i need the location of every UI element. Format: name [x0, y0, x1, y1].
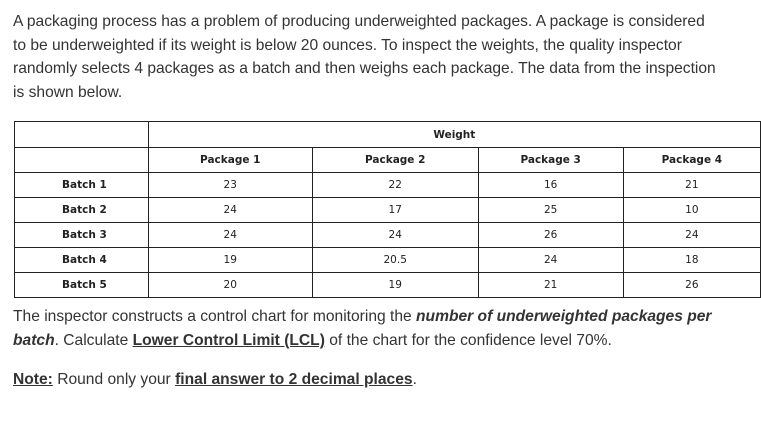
column-header: Package 1	[148, 148, 312, 173]
table-cell: 20	[148, 273, 312, 298]
table-cell: 21	[478, 273, 623, 298]
note-part-2: .	[412, 371, 417, 388]
table-cell: 25	[478, 198, 623, 223]
weight-table	[14, 121, 761, 298]
table-row	[15, 198, 761, 223]
question-emphasis: number of underweighted packages per	[416, 308, 712, 325]
column-header: Package 4	[623, 148, 760, 173]
row-label: Batch 1	[15, 173, 149, 198]
table-cell: 18	[623, 248, 760, 273]
row-label: Batch 2	[15, 198, 149, 223]
table-cell: 16	[478, 173, 623, 198]
lcl-term: Lower Control Limit (LCL)	[132, 332, 325, 349]
table-cell: 24	[148, 198, 312, 223]
table-cell: 26	[478, 223, 623, 248]
table-row	[15, 273, 761, 298]
table-row	[15, 248, 761, 273]
rounding-note	[13, 368, 417, 392]
corner-cell	[15, 148, 149, 173]
question-emphasis-2: batch	[13, 332, 55, 349]
table-row	[15, 173, 761, 198]
intro-line-4: is shown below.	[13, 83, 123, 101]
table-cell: 20.5	[312, 248, 478, 273]
row-label: Batch 4	[15, 248, 149, 273]
intro-line-3: randomly selects 4 packages as a batch and then weighs each package. The data from the inspection	[13, 60, 716, 78]
table-cell: 10	[623, 198, 760, 223]
question-part-3: of the chart for the confidence level 70%.	[324, 332, 612, 349]
table-cell: 24	[148, 223, 312, 248]
table-header-row	[15, 148, 761, 173]
table-row	[15, 223, 761, 248]
question-text	[13, 305, 753, 353]
table-cell: 17	[312, 198, 478, 223]
note-emphasis: final answer to 2 decimal places	[175, 371, 413, 388]
question-part-1: The inspector constructs a control chart for monitoring the	[13, 308, 417, 325]
table-cell: 21	[623, 173, 760, 198]
corner-cell	[15, 122, 149, 148]
column-header: Package 2	[312, 148, 478, 173]
row-label: Batch 5	[15, 273, 149, 298]
problem-intro	[13, 10, 748, 104]
question-part-2: . Calculate	[54, 332, 133, 349]
row-label: Batch 3	[15, 223, 149, 248]
table-cell: 19	[312, 273, 478, 298]
note-label: Note:	[13, 371, 53, 388]
table-cell: 24	[312, 223, 478, 248]
table-cell: 22	[312, 173, 478, 198]
table-cell: 26	[623, 273, 760, 298]
table-cell: 19	[148, 248, 312, 273]
table-cell: 24	[478, 248, 623, 273]
weight-group-header: Weight	[148, 122, 760, 148]
intro-line-1: A packaging process has a problem of producing underweighted packages. A package is considered	[13, 13, 705, 30]
note-part-1: Round only your	[52, 371, 176, 388]
table-group-header-row	[15, 122, 761, 148]
table-cell: 24	[623, 223, 760, 248]
intro-line-2: to be underweighted if its weight is below 20 ounces. To inspect the weights, the quality inspector	[13, 36, 682, 54]
table-cell: 23	[148, 173, 312, 198]
column-header: Package 3	[478, 148, 623, 173]
